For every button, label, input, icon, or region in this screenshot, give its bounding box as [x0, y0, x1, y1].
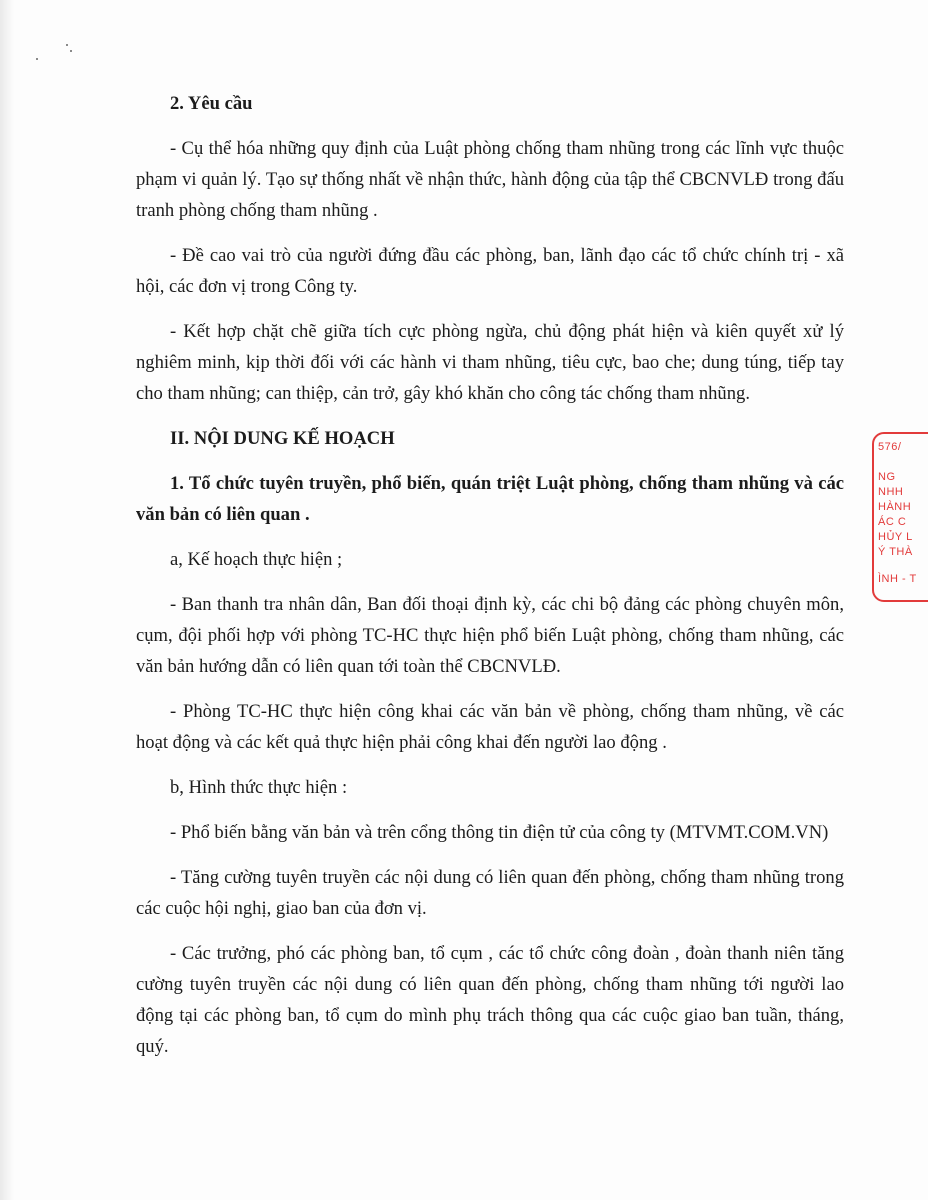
subsection-a-item-2: - Phòng TC-HC thực hiện công khai các văn bản về phòng, chống tham nhũng, về các hoạt động và các kết quả thực hiện phải công khai đến người lao động . — [136, 701, 844, 753]
stamp-text-line: Ý THÀ — [878, 546, 913, 558]
section-1-title: 1. Tổ chức tuyên truyền, phổ biến, quán triệt Luật phòng, chống tham nhũng và các văn bản có liên quan . — [136, 473, 844, 525]
stamp-text-line: 576/ — [878, 441, 902, 453]
subsection-b-title: b, Hình thức thực hiện : — [170, 777, 348, 798]
red-seal-stamp — [872, 432, 928, 602]
requirement-item-3: - Kết hợp chặt chẽ giữa tích cực phòng ngừa, chủ động phát hiện và kiên quyết xử lý nghiêm minh, kịp thời đối với các hành vi tham nhũng, tiêu cực, bao che; dung túng, tiếp tay cho tham nhũng; can thiệp, cản trở, gây khó khăn cho công tác chống tham nhũng. — [136, 321, 844, 404]
stamp-text-line: HÀNH — [878, 501, 912, 513]
scan-edge-shadow — [0, 0, 14, 1200]
requirement-item-2: - Đề cao vai trò của người đứng đầu các phòng, ban, lãnh đạo các tổ chức chính trị - xã hội, các đơn vị trong Công ty. — [136, 245, 844, 297]
subsection-b-item-1: - Phổ biến bằng văn bản và trên cổng thông tin điện tử của công ty (MTVMT.COM.VN) — [170, 822, 829, 843]
subsection-b-item-3: - Các trưởng, phó các phòng ban, tổ cụm , các tổ chức công đoàn , đoàn thanh niên tăng cường tuyên truyền các nội dung có liên quan đến phòng, chống tham nhũng tới người lao động tại các phòng ban, tổ cụm do mình phụ trách thông qua các cuộc giao ban tuần, tháng, quý. — [136, 943, 844, 1057]
stamp-text-line: ÌNH - T — [878, 573, 917, 585]
heading-plan-content: II. NỘI DUNG KẾ HOẠCH — [170, 428, 395, 449]
stamp-text-line: ÁC C — [878, 516, 907, 528]
subsection-a-title: a, Kế hoạch thực hiện ; — [170, 549, 343, 570]
stamp-text-line: NHH — [878, 486, 904, 498]
scan-speck — [36, 58, 38, 60]
stamp-text-line: HỦY L — [878, 531, 913, 543]
requirement-item-1: - Cụ thể hóa những quy định của Luật phòng chống tham nhũng trong các lĩnh vực thuộc phạm vi quản lý. Tạo sự thống nhất về nhận thức, hành động của tập thể CBCNVLĐ trong đấu tranh phòng chống tham nhũng . — [136, 138, 844, 221]
scan-speck — [70, 50, 72, 52]
document-body — [136, 88, 844, 1076]
stamp-text-line: NG — [878, 471, 896, 483]
heading-requirements: 2. Yêu cầu — [170, 93, 253, 114]
subsection-a-item-1: - Ban thanh tra nhân dân, Ban đối thoại định kỳ, các chi bộ đảng các phòng chuyên môn, cụm, đội phối hợp với phòng TC-HC thực hiện phổ biến Luật phòng, chống tham nhũng, các văn bản hướng dẫn có liên quan tới toàn thể CBCNVLĐ. — [136, 594, 844, 677]
subsection-b-item-2: - Tăng cường tuyên truyền các nội dung có liên quan đến phòng, chống tham nhũng trong các cuộc hội nghị, giao ban của đơn vị. — [136, 867, 844, 919]
scan-speck — [66, 44, 68, 46]
